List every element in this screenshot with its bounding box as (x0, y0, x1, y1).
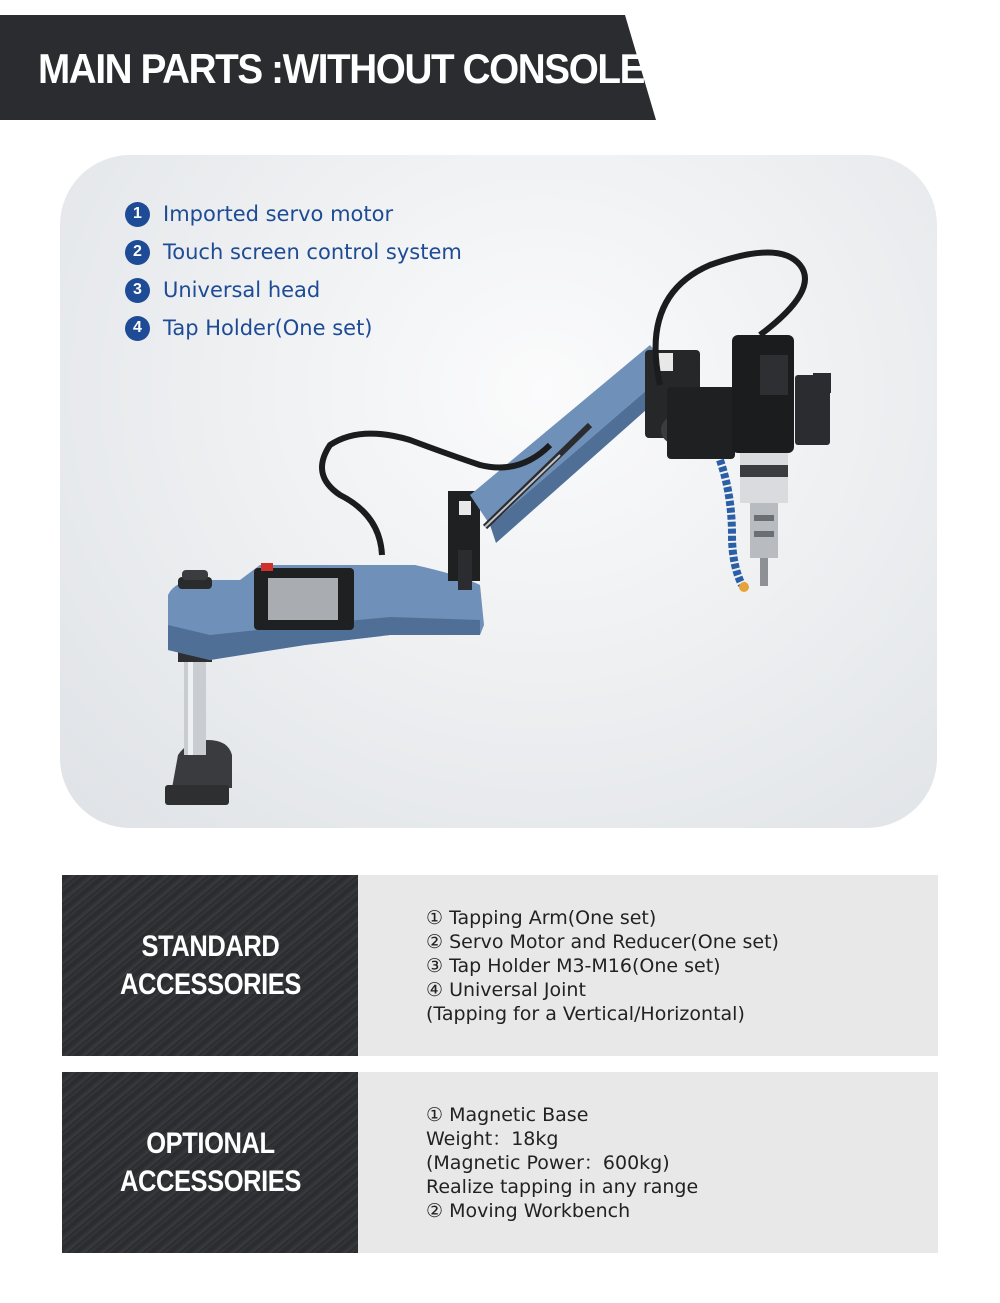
feature-label: Imported servo motor (163, 202, 394, 226)
list-item: (Magnetic Power：600kg) (426, 1151, 670, 1174)
feature-list (125, 195, 462, 347)
feature-label: Touch screen control system (163, 240, 462, 264)
list-item: ② Moving Workbench (426, 1199, 631, 1222)
feature-item (125, 195, 462, 233)
page-title: MAIN PARTS :WITHOUT CONSOLE (38, 45, 644, 92)
feature-number: 3 (125, 278, 150, 303)
standard-title-line2: ACCESSORIES (119, 967, 301, 1001)
optional-title-line1: OPTIONAL (145, 1126, 275, 1160)
list-item: ③ Tap Holder M3-M16(One set) (426, 954, 721, 977)
feature-item (125, 271, 462, 309)
feature-number: 2 (125, 240, 150, 265)
feature-label: Universal head (163, 278, 321, 302)
feature-number: 1 (125, 202, 150, 227)
list-item: ① Tapping Arm(One set) (426, 906, 657, 929)
optional-accessories-list (426, 1103, 698, 1223)
feature-label: Tap Holder(One set) (163, 316, 373, 340)
optional-accessories-list-panel (358, 1072, 938, 1253)
optional-title-line2: ACCESSORIES (119, 1164, 301, 1198)
standard-accessories-section (62, 875, 938, 1056)
list-item: (Tapping for a Vertical/Horizontal) (426, 1002, 745, 1025)
tap-holder (750, 503, 778, 558)
optional-accessories-section (62, 1072, 938, 1253)
list-item: ④ Universal Joint (426, 978, 586, 1001)
feature-item (125, 233, 462, 271)
feature-number: 4 (125, 316, 150, 341)
optional-accessories-header (62, 1072, 358, 1253)
standard-accessories-header (62, 875, 358, 1056)
stand-pole (184, 655, 206, 755)
list-item: ① Magnetic Base (426, 1103, 589, 1126)
upper-arm (470, 345, 670, 525)
list-item: Realize tapping in any range (426, 1175, 699, 1198)
standard-accessories-list-panel (358, 875, 938, 1056)
product-panel (60, 155, 937, 828)
standard-title-line1: STANDARD (141, 929, 279, 963)
feature-item (125, 309, 462, 347)
list-item: Weight：18kg (426, 1127, 559, 1150)
header-banner (0, 15, 656, 120)
list-item: ② Servo Motor and Reducer(One set) (426, 930, 779, 953)
coolant-hose (720, 460, 742, 585)
control-screen (268, 578, 338, 620)
spindle (740, 453, 788, 503)
universal-head (667, 387, 735, 459)
standard-accessories-list (426, 906, 779, 1026)
